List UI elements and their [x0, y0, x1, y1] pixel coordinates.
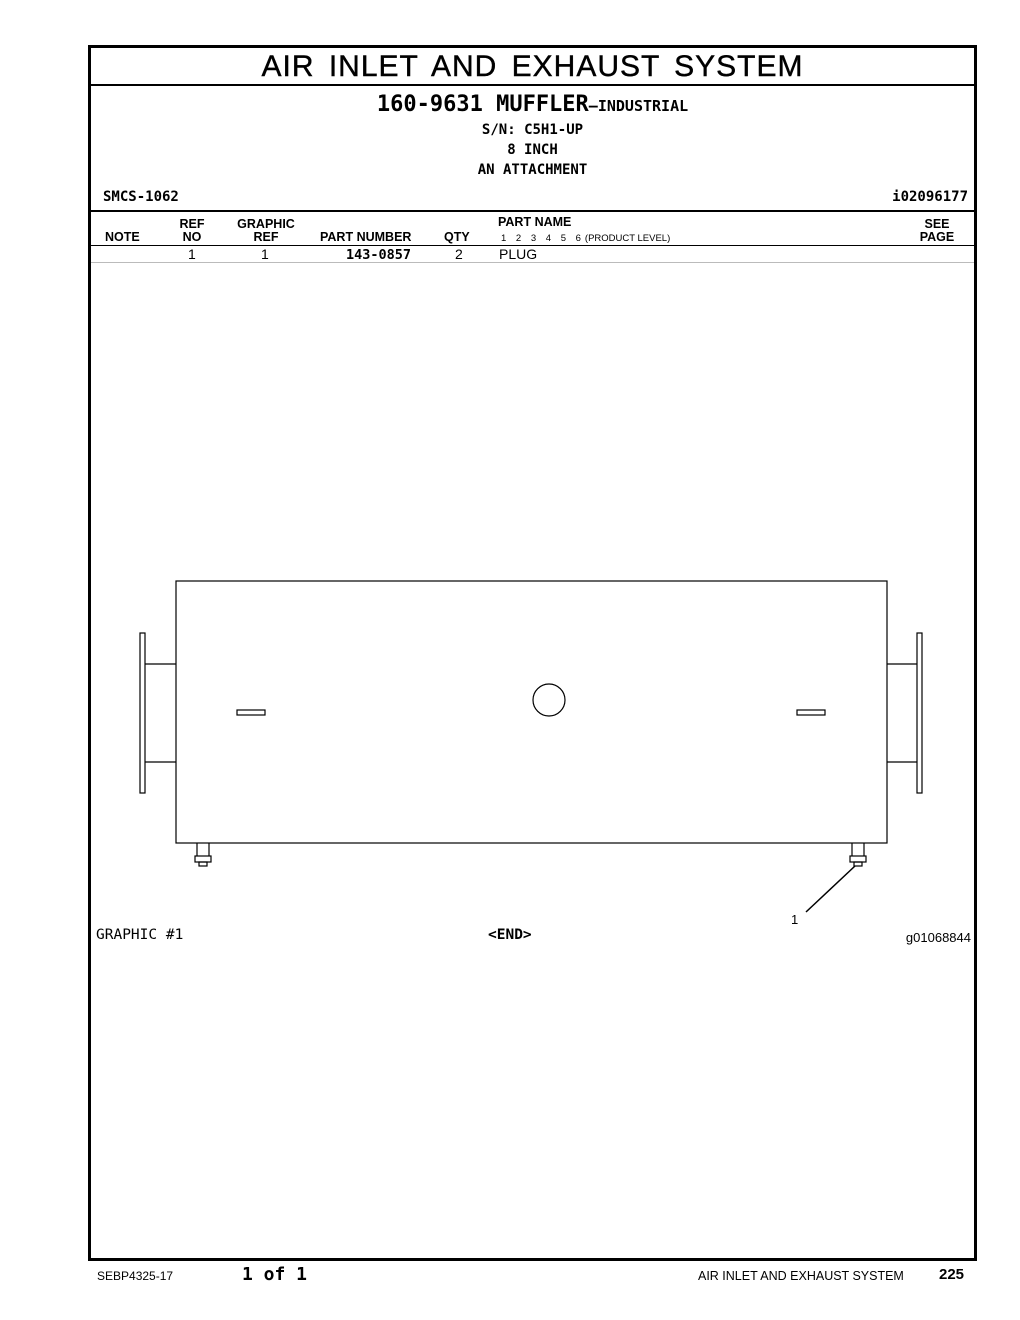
serial-number: S/N: C5H1-UP	[481, 122, 584, 138]
callout-number: 1	[791, 912, 799, 927]
smcs-code: SMCS-1062	[103, 189, 179, 205]
page-frame	[88, 45, 977, 1261]
footer-section: AIR INLET AND EXHAUST SYSTEM	[698, 1269, 904, 1283]
muffler-body	[176, 581, 887, 843]
row-qty: 2	[455, 246, 463, 262]
left-flange	[140, 633, 145, 793]
graphic-id: g01068844	[905, 930, 971, 945]
right-plug	[850, 843, 866, 866]
row-part-number[interactable]: 143-0857	[346, 247, 412, 263]
col-qty: QTY	[444, 230, 470, 244]
row-part-name: PLUG	[499, 246, 538, 262]
left-plug	[195, 843, 211, 866]
left-bracket	[237, 710, 265, 715]
col-ref-no: REF NO	[179, 217, 205, 244]
attachment-label: AN ATTACHMENT	[477, 162, 588, 178]
product-levels: 1 2 3 4 5 6 (PRODUCT LEVEL)	[501, 233, 671, 244]
col-part-name: PART NAME	[498, 215, 572, 229]
footer-page-of: 1 of 1	[242, 1264, 308, 1285]
col-note: NOTE	[105, 230, 140, 244]
illustration-id: i02096177	[892, 189, 968, 205]
size-label: 8 INCH	[507, 142, 558, 158]
right-flange	[917, 633, 922, 793]
end-marker: <END>	[488, 927, 532, 943]
part-name-heading: MUFFLER	[496, 92, 589, 117]
graphic-label: GRAPHIC #1	[96, 927, 184, 943]
right-bracket	[797, 710, 825, 715]
callout-leader	[806, 866, 855, 912]
row-graphic-ref: 1	[261, 246, 269, 262]
col-see-page: SEE PAGE	[919, 217, 955, 244]
part-qualifier: —INDUSTRIAL	[588, 97, 689, 115]
part-number-heading: 160-9631	[376, 92, 483, 117]
col-graphic-ref: GRAPHIC REF	[237, 217, 295, 244]
footer-page-number: 225	[939, 1266, 965, 1283]
col-part-number: PART NUMBER	[320, 230, 412, 244]
section-title: AIR INLET AND EXHAUST SYSTEM	[261, 50, 804, 83]
row-ref-no: 1	[188, 246, 196, 262]
muffler-drawing	[91, 48, 974, 1258]
center-port	[533, 684, 565, 716]
product-level-label: (PRODUCT LEVEL)	[584, 233, 671, 244]
footer-doc-number: SEBP4325-17	[97, 1269, 174, 1283]
